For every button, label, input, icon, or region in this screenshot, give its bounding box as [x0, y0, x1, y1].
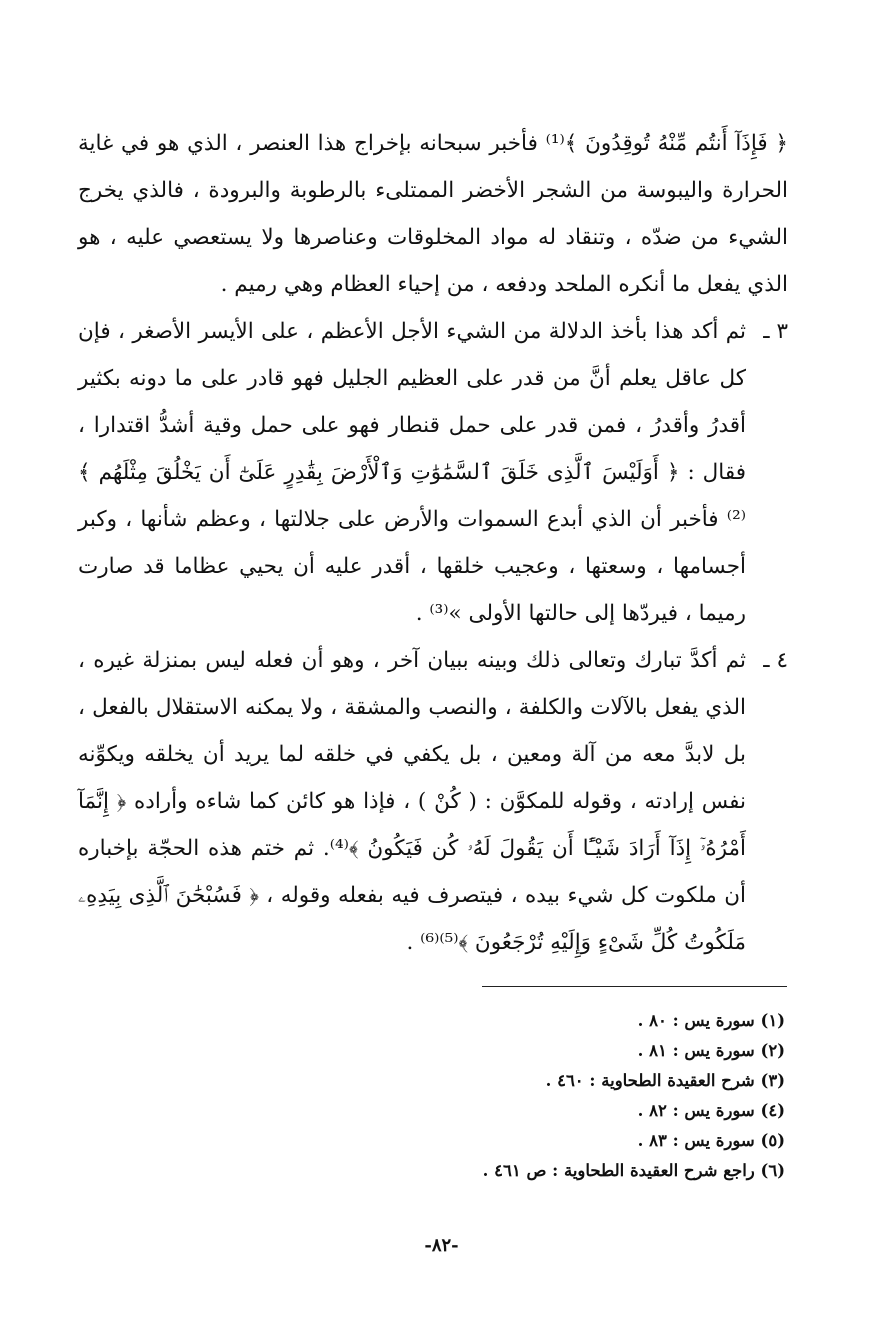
- paragraph-4-text: ثم أكدَّ تبارك وتعالى ذلك وبينه ببيان آخر ، وهو أن فعله ليس بمنزلة غيره ، الذي يفعل بالآلات والكلفة ، والنصب والمشقة ، ولا يمكنه الاستقلال بالفعل ، بل لابدَّ معه من آلة ومعين ، بل يكفي في خلقه لما يريد أن يخلقه ويكوِّنه نفس إرادته ، وقوله للمكوَّن : ( كُنْ ) ، فإذا هو كائن كما شاءه وأراده ﴿ إِنَّمَآ أَمْرُهُۥٓ إِذَآ أَرَادَ شَيْـًٔا أَن يَقُولَ لَهُۥ كُن فَيَكُونُ ﴾⁽⁴⁾. ثم ختم هذه الحجّة بإخباره أن ملكوت كل شيء بيده ، فيتصرف فيه بفعله وقوله ، ﴿ فَسُبْحَٰنَ ٱلَّذِى بِيَدِهِۦ مَلَكُوتُ كُلِّ شَىْءٍ وَإِلَيْهِ تُرْجَعُونَ ﴾⁽⁵⁾⁽⁶⁾ .: [78, 648, 746, 955]
- paragraph-4: [78, 637, 788, 966]
- footnote-separator: [482, 986, 787, 987]
- footnote-4: (٤) سورة يس : ٨٢ .: [637, 1101, 785, 1120]
- paragraph-3-text: ثم أكد هذا بأخذ الدلالة من الشيء الأجل الأعظم ، على الأيسر الأصغر ، فإن كل عاقل يعلم أنَّ من قدر على العظيم الجليل فهو قادر على ما دونه بكثير أقدرُ وأقدرُ ، فمن قدر على حمل قنطار فهو على حمل وقية أشدُّ اقتدارا ، فقال : ﴿ أَوَلَيْسَ ٱلَّذِى خَلَقَ ٱلسَّمَٰوَٰتِ وَٱلْأَرْضَ بِقَٰدِرٍ عَلَىٰٓ أَن يَخْلُقَ مِثْلَهُم ﴾⁽²⁾ فأخبر أن الذي أبدع السموات والأرض على جلالتها ، وعظم شأنها ، وكبر أجسامها ، وسعتها ، وعجيب خلقها ، أقدر عليه أن يحيي عظاما قد صارت رميما ، فيردّها إلى حالتها الأولى »⁽³⁾ .: [78, 319, 746, 626]
- footnotes: [400, 1006, 785, 1186]
- footnote-6: (٦) راجع شرح العقيدة الطحاوية : ص ٤٦١ .: [482, 1161, 785, 1180]
- footnote-3: (٣) شرح العقيدة الطحاوية : ٤٦٠ .: [545, 1071, 785, 1090]
- item-number-4: ٤ ـ: [763, 648, 788, 673]
- item-number-3: ٣ ـ: [763, 319, 788, 344]
- page-number: -٨٢-: [424, 1235, 459, 1256]
- paragraph-1: ﴿ فَإِذَآ أَنتُم مِّنْهُ تُوقِدُونَ ﴾⁽¹⁾ فأخبر سبحانه بإخراج هذا العنصر ، الذي هو في غاية الحرارة واليبوسة من الشجر الأخضر الممتلىء بالرطوبة والبرودة ، فالذي يخرج الشيء من ضدّه ، وتنقاد له مواد المخلوقات وعناصرها ولا يستعصي عليه ، هو الذي يفعل ما أنكره الملحد ودفعه ، من إحياء العظام وهي رميم .: [78, 131, 788, 297]
- paragraph-3: [78, 308, 788, 637]
- footnote-5: (٥) سورة يس : ٨٣ .: [637, 1131, 785, 1150]
- footnote-1: (١) سورة يس : ٨٠ .: [637, 1011, 785, 1030]
- footnote-2: (٢) سورة يس : ٨١ .: [637, 1041, 785, 1060]
- main-text: [78, 120, 788, 966]
